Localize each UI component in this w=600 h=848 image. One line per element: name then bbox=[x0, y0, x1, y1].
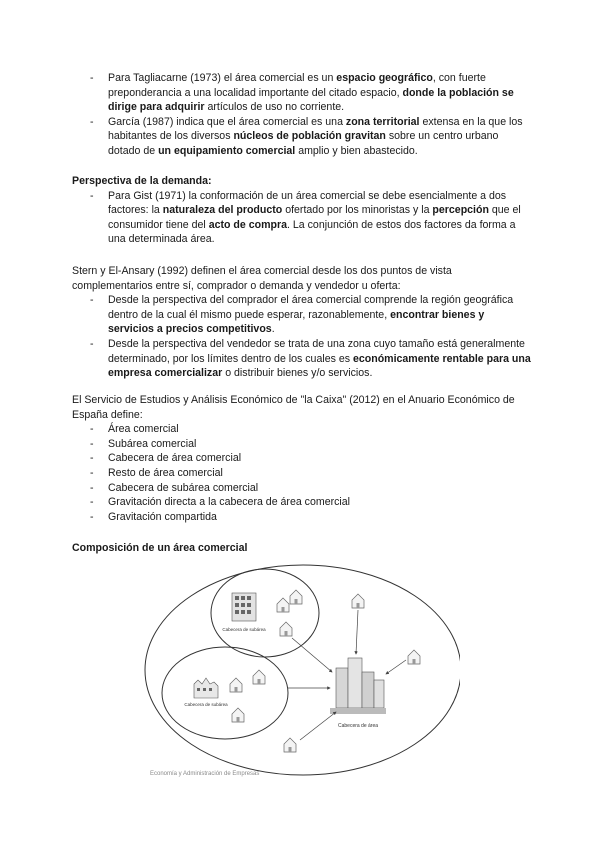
gravitation-arrow bbox=[292, 638, 332, 672]
section-heading-composicion: Composición de un área comercial bbox=[72, 542, 248, 554]
list-item-vendedor bbox=[72, 337, 532, 381]
house-icon bbox=[352, 594, 364, 608]
city-icon-left bbox=[194, 678, 218, 698]
house-icon bbox=[277, 598, 289, 612]
list-item: - Gravitación compartida bbox=[72, 510, 532, 525]
text-run: Desde la perspectiva del comprador el área comercial comprende la región geográfica dentro de la cual él mismo puede esperar, razonablemente, bbox=[108, 294, 514, 321]
bold-run: núcleos de población gravitan bbox=[233, 130, 386, 143]
text-run: Desde la perspectiva del vendedor se trata de una zona cuyo tamaño está generalmente determinado, por los límites dentro de los cuales es bbox=[108, 337, 525, 365]
text-run: artículos de uso no corriente. bbox=[204, 101, 345, 114]
list-item: - Cabecera de subárea comercial bbox=[72, 481, 532, 496]
demanda-section bbox=[72, 174, 532, 247]
composicion-section bbox=[72, 541, 532, 556]
list-item: - Subárea comercial bbox=[72, 437, 532, 452]
house-icon bbox=[230, 678, 242, 692]
house-icon bbox=[280, 622, 292, 636]
gravitation-arrow bbox=[386, 660, 406, 674]
list-item: - Área comercial bbox=[72, 422, 532, 437]
text-run: sobre un centro urbano dotado de bbox=[108, 130, 499, 157]
list-item: - Cabecera de área comercial bbox=[72, 451, 532, 466]
list-item-comprador bbox=[72, 293, 532, 337]
gravitation-arrow bbox=[300, 712, 336, 740]
bold-run: acto de compra bbox=[208, 218, 288, 231]
bold-run: económicamente rentable para una empresa comercializar bbox=[108, 352, 531, 380]
text-run: . La conjunción de estos dos factores da forma a una determinada área. bbox=[108, 218, 516, 246]
house-icon bbox=[408, 650, 420, 664]
text-run: o distribuir bienes y/o servicios. bbox=[222, 367, 373, 380]
text-run: que el consumidor tiene del bbox=[108, 204, 521, 231]
house-icon bbox=[253, 670, 265, 684]
figure-label-top: Cabecera de subárea bbox=[222, 627, 266, 632]
gravitation-arrow bbox=[356, 610, 358, 654]
list-item-garcia bbox=[72, 115, 532, 159]
figure-caption: Economía y Administración de Empresas bbox=[150, 771, 260, 777]
text-run: extensa en la que los habitantes de los diversos bbox=[108, 115, 523, 143]
text-run: amplio y bien abastecido. bbox=[295, 144, 418, 157]
intro-definitions bbox=[72, 71, 532, 159]
text-run: García (1987) indica que el área comercial es una bbox=[108, 115, 346, 128]
caixa-section bbox=[72, 393, 532, 524]
section-heading-demanda: Perspectiva de la demanda: bbox=[72, 175, 212, 187]
house-icon bbox=[290, 590, 302, 604]
list-item: - Resto de área comercial bbox=[72, 466, 532, 481]
figure-label-left: Cabecera de subárea bbox=[184, 702, 228, 707]
text-run: . bbox=[271, 323, 275, 336]
list-item-gist bbox=[72, 189, 532, 247]
stern-intro: Stern y El-Ansary (1992) definen el área comercial desde los dos puntos de vista complementarios entre sí, comprador o demanda y vendedor u oferta: bbox=[72, 265, 452, 292]
text-run: Para Gist (1971) la conformación de un área comercial se debe esencialmente a dos factores: la bbox=[108, 189, 507, 217]
bold-run: percepción bbox=[432, 204, 489, 217]
list-item: - Gravitación directa a la cabecera de área comercial bbox=[72, 495, 532, 510]
city-icon-center bbox=[330, 658, 386, 714]
list-item-tagliacarne bbox=[72, 71, 532, 115]
subarea-boundary-left bbox=[162, 647, 288, 739]
bold-run: donde la población se dirige para adquirir bbox=[108, 86, 514, 114]
bold-run: un equipamiento comercial bbox=[158, 144, 296, 157]
stern-section bbox=[72, 264, 532, 381]
caixa-intro: El Servicio de Estudios y Análisis Económico de "la Caixa" (2012) en el Anuario Económico de España define: bbox=[72, 394, 515, 421]
bold-run: encontrar bienes y servicios a precios competitivos bbox=[108, 308, 485, 336]
text-run: Para Tagliacarne (1973) el área comercial es un bbox=[108, 72, 337, 84]
figure-label-center: Cabecera de área bbox=[337, 723, 379, 729]
city-icon-top bbox=[232, 593, 256, 621]
subarea-boundary-top bbox=[211, 569, 319, 657]
house-icon bbox=[232, 708, 244, 722]
bold-run: espacio geográfico bbox=[336, 72, 433, 84]
trade-area-diagram bbox=[140, 560, 460, 780]
bold-run: naturaleza del producto bbox=[162, 204, 283, 217]
text-run: ofertado por los minoristas y la bbox=[282, 204, 433, 217]
bold-run: zona territorial bbox=[345, 115, 420, 128]
house-icon bbox=[284, 738, 296, 752]
area-boundary bbox=[145, 565, 460, 775]
text-run: , con fuerte preponderancia a una localidad importante del citado espacio, bbox=[108, 72, 486, 99]
